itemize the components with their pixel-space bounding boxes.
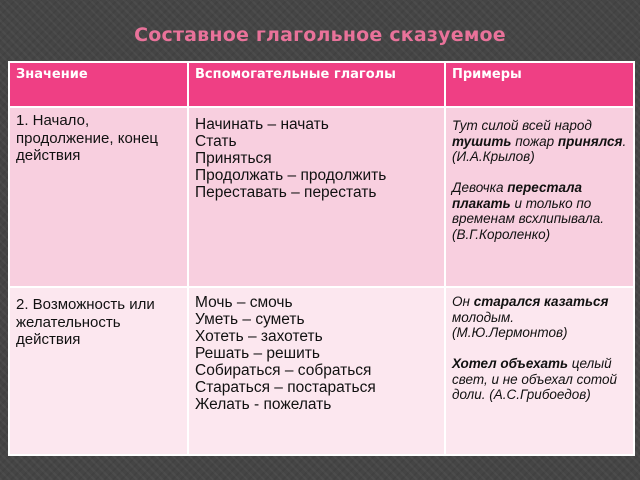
verb-item: Приняться — [195, 150, 272, 167]
verb-item: Стать — [195, 133, 237, 150]
example-text: Он старался казаться молодым. (М.Ю.Лермонтов) — [452, 294, 609, 340]
verb-item: Начинать – начать — [195, 116, 329, 133]
example-predicate: старался казаться — [473, 294, 609, 309]
predicate-table — [8, 61, 635, 456]
header-examples: Примеры — [445, 62, 634, 107]
example-predicate: перестала плакать — [452, 180, 583, 211]
example-predicate: тушить — [452, 133, 512, 149]
example-text: Хотел объехать целый свет, и не объехал сотой доли. (А.С.Грибоедов) — [452, 356, 618, 402]
verb-item: Решать – решить — [195, 345, 320, 362]
meaning-cell: 1. Начало, продолжение, конец действия — [9, 107, 188, 287]
example-predicate: принялся — [557, 133, 623, 149]
verb-item: Стараться – постараться — [195, 379, 376, 396]
example-predicate: Хотел объехать — [452, 356, 569, 371]
header-meaning: Значение — [9, 62, 188, 107]
meaning-cell: 2. Возможность или желательность действия — [9, 287, 188, 455]
verb-item: Переставать – перестать — [195, 184, 377, 201]
slide-title: Составное глагольное сказуемое — [134, 24, 506, 46]
example-text: Тут силой всей народ тушить пожар принялся. (И.А.Крылов) — [452, 118, 627, 164]
verb-item: Хотеть – захотеть — [195, 328, 323, 345]
example-text: Девочка перестала плакать и только по временам всхлипывала. (В.Г.Короленко) — [452, 180, 605, 242]
header-aux-verbs: Вспомогательные глаголы — [188, 62, 445, 107]
header-row — [9, 62, 634, 107]
examples-cell — [445, 107, 634, 287]
verbs-cell — [188, 287, 445, 455]
verb-item: Мочь – смочь — [195, 294, 293, 311]
verbs-cell — [188, 107, 445, 287]
verb-item: Собираться – собраться — [195, 362, 372, 379]
table-row — [9, 287, 634, 455]
verb-item: Желать - пожелать — [195, 396, 332, 413]
examples-cell — [445, 287, 634, 455]
verb-item: Продолжать – продолжить — [195, 167, 387, 184]
table-row — [9, 107, 634, 287]
verb-item: Уметь – суметь — [195, 311, 305, 328]
